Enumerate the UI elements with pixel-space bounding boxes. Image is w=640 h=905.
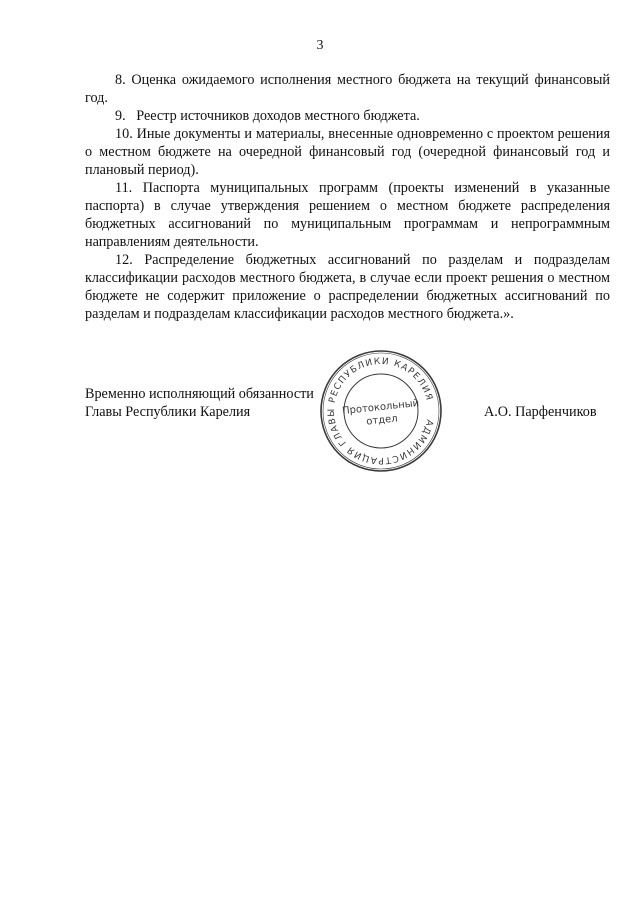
stamp-inner-line1: Протокольный: [341, 398, 420, 418]
stamp-inner-line2: отдел: [365, 413, 399, 428]
page-number: 3: [316, 38, 324, 53]
signatory-title-line1: Временно исполняющий обязанности: [85, 386, 314, 402]
stamp-outer-text: АДМИНИСТРАЦИЯ ГЛАВЫ РЕСПУБЛИКИ КАРЕЛИЯ: [326, 356, 435, 466]
official-stamp: [318, 348, 444, 474]
list-item-12: 12. Распределение бюджетных ассигнований по разделам и подразделам классификации расходов местного бюджета, в случае если проект решения о местном бюджете не содержит приложение о распределении бюджетных ассигнований по разделам и подразделам классификации расходов местного бюджета.».: [85, 252, 610, 322]
signatory-name: А.О. Парфенчиков: [484, 404, 597, 420]
list-item-9: 9. Реестр источников доходов местного бюджета.: [115, 108, 420, 124]
list-item-10: 10. Иные документы и материалы, внесенные одновременно с проектом решения о местном бюджете на очередной финансовый год (очередной финансовый год и плановый период).: [85, 126, 610, 178]
document-body: [85, 71, 610, 323]
list-item-8: 8. Оценка ожидаемого исполнения местного бюджета на текущий финансовый год.: [85, 72, 610, 106]
list-item-11: 11. Паспорта муниципальных программ (проекты изменений в указанные паспорта) в случае утверждения решением о местном бюджете распределения бюджетных ассигнований по муниципальным программам и непрограммным направлениям деятельности.: [85, 180, 610, 250]
stamp-seal-icon: [318, 348, 444, 474]
signatory-title-line2: Главы Республики Карелия: [85, 404, 251, 420]
